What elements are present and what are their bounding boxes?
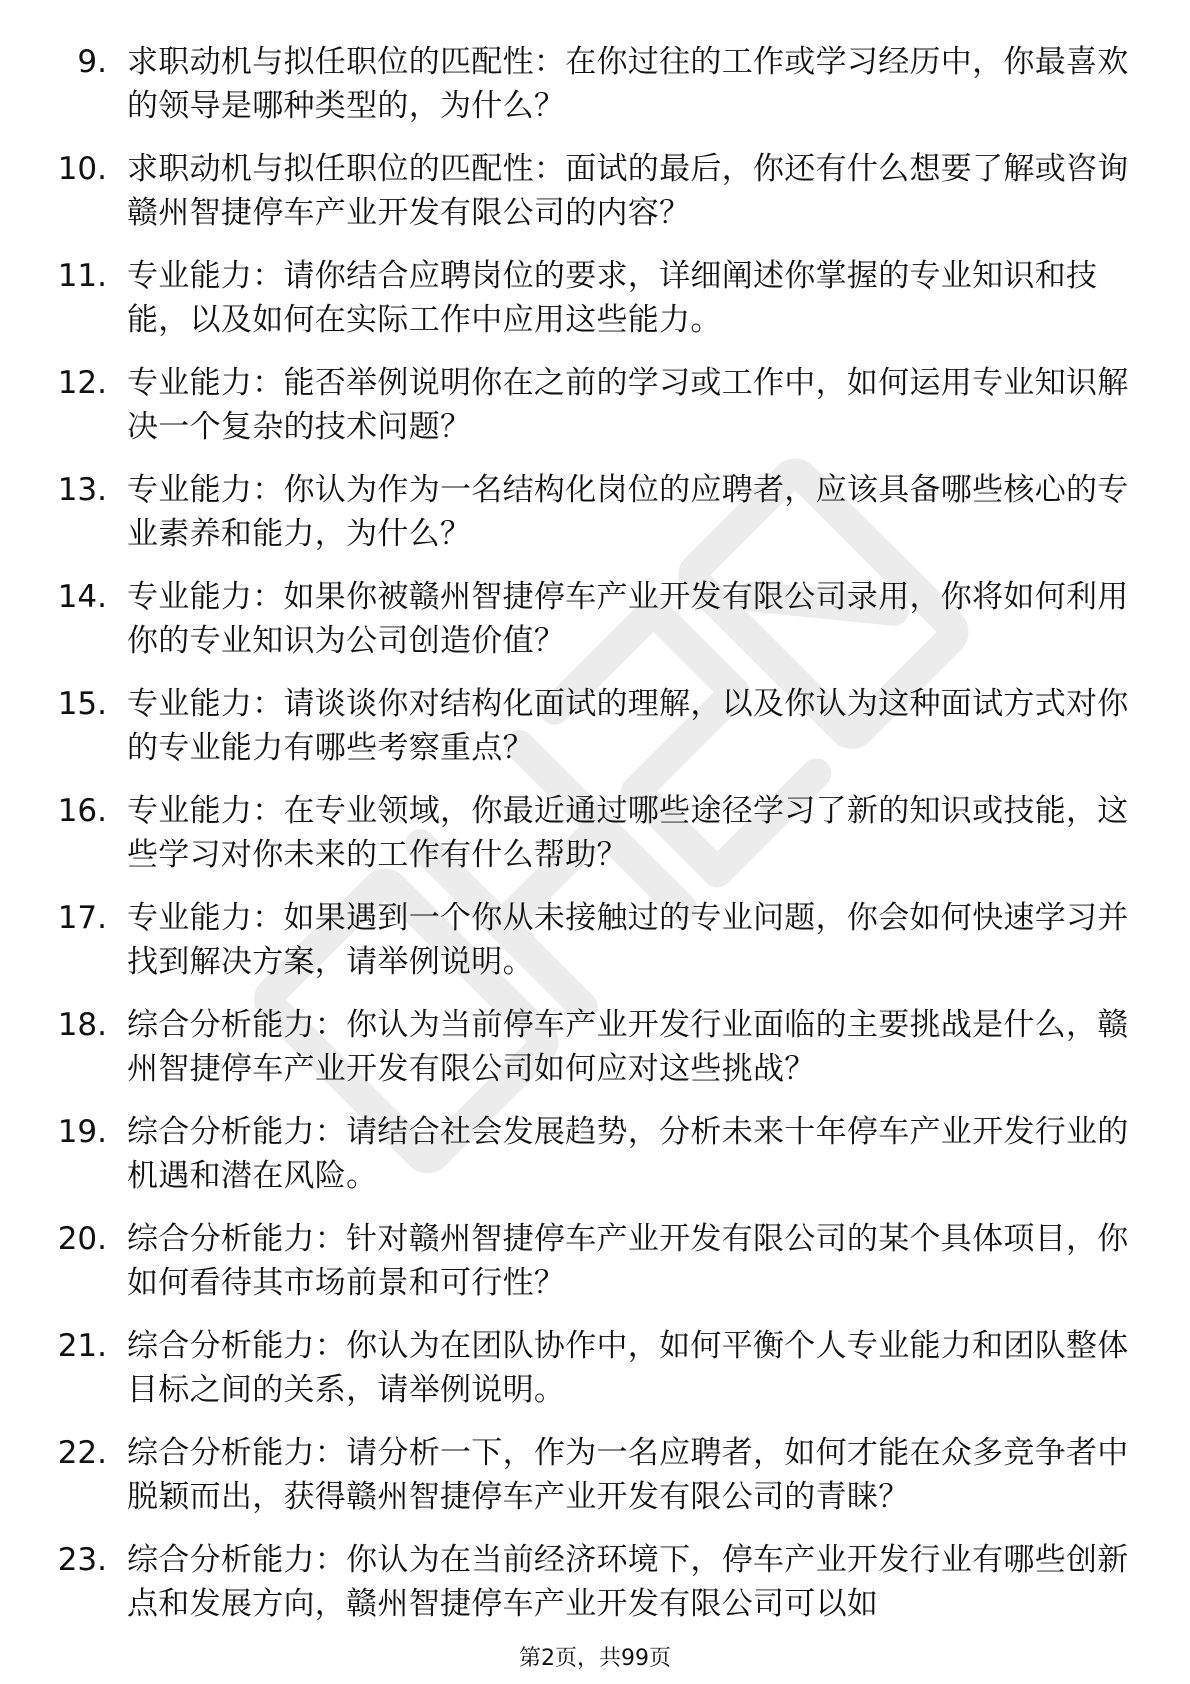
question-number: 14. (57, 579, 107, 615)
question-item (0, 1003, 1190, 1091)
question-number: 9. (77, 44, 107, 80)
question-number: 15. (57, 686, 107, 722)
question-number: 19. (57, 1114, 107, 1150)
question-list (0, 40, 1190, 1645)
question-item (0, 1217, 1190, 1305)
question-item (0, 575, 1190, 663)
question-item (0, 1324, 1190, 1412)
question-number: 20. (57, 1221, 107, 1257)
question-number: 13. (57, 472, 107, 508)
question-text: 求职动机与拟任职位的匹配性：面试的最后，你还有什么想要了解或咨询赣州智捷停车产业开发有限公司的内容？ (127, 151, 1129, 231)
question-number: 17. (57, 900, 107, 936)
question-item (0, 1110, 1190, 1198)
question-text: 综合分析能力：请结合社会发展趋势，分析未来十年停车产业开发行业的机遇和潜在风险。 (127, 1114, 1129, 1194)
question-item (0, 896, 1190, 984)
question-item (0, 468, 1190, 556)
question-item (0, 1431, 1190, 1519)
question-number: 10. (57, 151, 107, 187)
question-text: 专业能力：请你结合应聘岗位的要求，详细阐述你掌握的专业知识和技能，以及如何在实际工作中应用这些能力。 (127, 258, 1098, 338)
page-footer: 第2页，共99页 (0, 1644, 1190, 1674)
question-text: 综合分析能力：你认为在团队协作中，如何平衡个人专业能力和团队整体目标之间的关系，请举例说明。 (127, 1328, 1129, 1408)
question-number: 11. (57, 258, 107, 294)
question-text: 综合分析能力：针对赣州智捷停车产业开发有限公司的某个具体项目，你如何看待其市场前景和可行性？ (127, 1221, 1129, 1301)
question-text: 专业能力：能否举例说明你在之前的学习或工作中，如何运用专业知识解决一个复杂的技术问题？ (127, 365, 1129, 445)
question-text: 综合分析能力：你认为当前停车产业开发行业面临的主要挑战是什么，赣州智捷停车产业开发有限公司如何应对这些挑战？ (127, 1007, 1129, 1087)
question-number: 12. (57, 365, 107, 401)
question-item (0, 40, 1190, 128)
question-text: 专业能力：如果遇到一个你从未接触过的专业问题，你会如何快速学习并找到解决方案，请举例说明。 (127, 900, 1129, 980)
question-item (0, 682, 1190, 770)
question-number: 23. (57, 1542, 107, 1578)
question-text: 综合分析能力：请分析一下，作为一名应聘者，如何才能在众多竞争者中脱颖而出，获得赣州智捷停车产业开发有限公司的青睐？ (127, 1435, 1129, 1515)
question-text: 专业能力：在专业领域，你最近通过哪些途径学习了新的知识或技能，这些学习对你未来的工作有什么帮助？ (127, 793, 1129, 873)
question-text: 专业能力：你认为作为一名结构化岗位的应聘者，应该具备哪些核心的专业素养和能力，为什么？ (127, 472, 1129, 552)
question-item (0, 361, 1190, 449)
question-text: 专业能力：请谈谈你对结构化面试的理解，以及你认为这种面试方式对你的专业能力有哪些考察重点？ (127, 686, 1129, 766)
question-text: 综合分析能力：你认为在当前经济环境下，停车产业开发行业有哪些创新点和发展方向，赣州智捷停车产业开发有限公司可以如 (127, 1542, 1129, 1622)
question-text: 求职动机与拟任职位的匹配性：在你过往的工作或学习经历中，你最喜欢的领导是哪种类型的，为什么？ (127, 44, 1129, 124)
question-item (0, 254, 1190, 342)
question-text: 专业能力：如果你被赣州智捷停车产业开发有限公司录用，你将如何利用你的专业知识为公司创造价值？ (127, 579, 1129, 659)
question-item (0, 147, 1190, 235)
question-number: 18. (57, 1007, 107, 1043)
question-number: 16. (57, 793, 107, 829)
question-item (0, 1538, 1190, 1626)
question-number: 21. (57, 1328, 107, 1364)
question-number: 22. (57, 1435, 107, 1471)
question-item (0, 789, 1190, 877)
